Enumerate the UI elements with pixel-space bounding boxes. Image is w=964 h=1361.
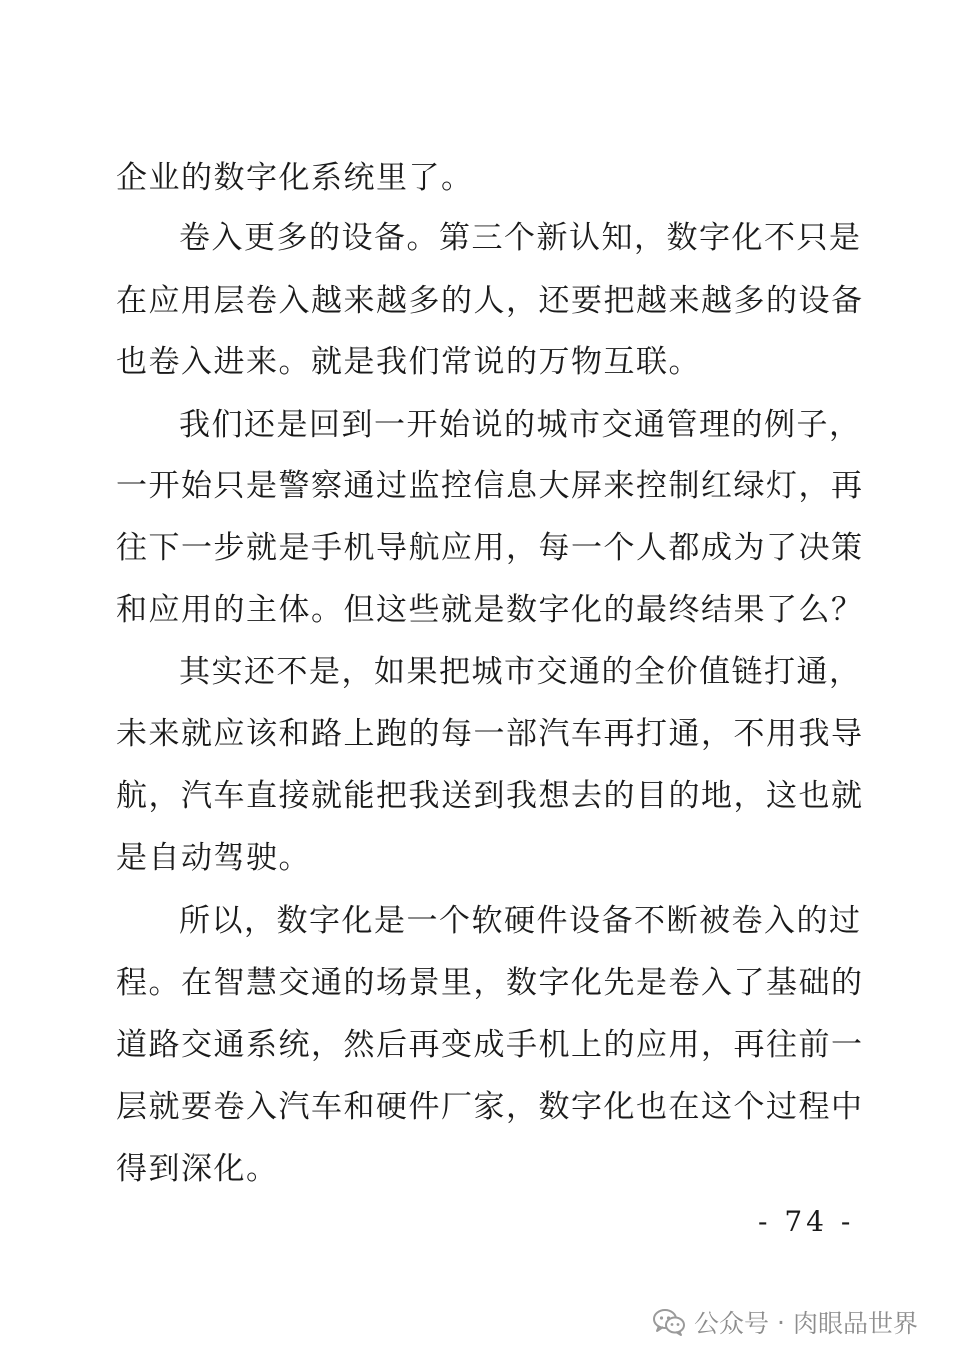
text-line: 和应用的主体。但这些就是数字化的最终结果了么？	[116, 592, 864, 628]
text-line: 企业的数字化系统里了。	[116, 160, 474, 196]
text-line: 程。在智慧交通的场景里，数字化先是卷入了基础的	[116, 965, 864, 1001]
text-line: 未来就应该和路上跑的每一部汽车再打通，不用我导	[116, 716, 864, 752]
text-line: 一开始只是警察通过监控信息大屏来控制红绿灯，再	[116, 468, 864, 504]
text-line: 所以，数字化是一个软硬件设备不断被卷入的过	[179, 903, 862, 939]
watermark-platform: 公众号	[694, 1309, 770, 1338]
text-line: 往下一步就是手机导航应用，每一个人都成为了决策	[116, 530, 864, 566]
text-line: 航，汽车直接就能把我送到我想去的目的地，这也就	[116, 778, 864, 814]
text-line: 道路交通系统，然后再变成手机上的应用，再往前一	[116, 1027, 864, 1063]
watermark-account: 肉眼品世界	[792, 1309, 918, 1338]
watermark-separator: ·	[777, 1307, 785, 1337]
text-line: 也卷入进来。就是我们常说的万物互联。	[116, 344, 701, 380]
text-line: 其实还不是，如果把城市交通的全价值链打通，	[179, 654, 862, 690]
text-line: 卷入更多的设备。第三个新认知，数字化不只是	[179, 220, 862, 256]
text-line: 我们还是回到一开始说的城市交通管理的例子，	[179, 407, 862, 443]
page-number: - 74 -	[758, 1205, 855, 1238]
text-line: 得到深化。	[116, 1151, 279, 1187]
text-line: 在应用层卷入越来越多的人，还要把越来越多的设备	[116, 283, 864, 319]
wechat-icon	[652, 1307, 686, 1337]
watermark	[652, 1302, 918, 1342]
text-line: 是自动驾驶。	[116, 840, 311, 876]
text-line: 层就要卷入汽车和硬件厂家，数字化也在这个过程中	[116, 1089, 864, 1125]
